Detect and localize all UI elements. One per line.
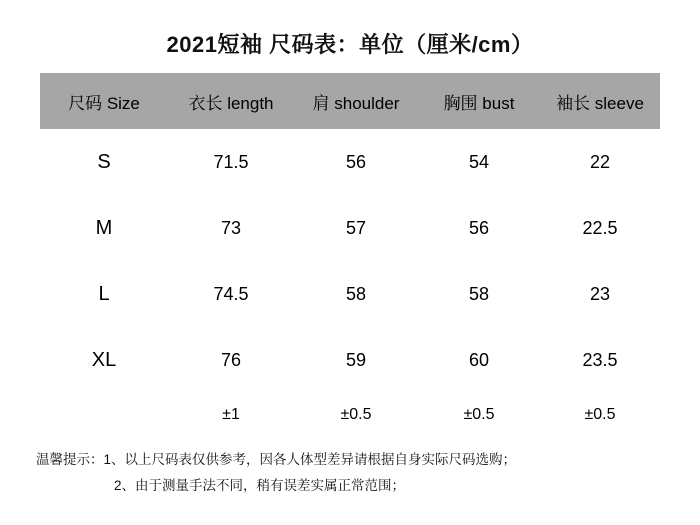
table-row-tolerance: [40, 393, 660, 437]
note-line-2: 2、由于测量手法不同，稍有误差实属正常范围；: [114, 477, 406, 493]
cell-size: [40, 393, 168, 437]
size-table: [40, 73, 660, 437]
cell-shoulder: 56: [294, 129, 418, 195]
cell-length: 73: [168, 195, 294, 261]
cell-sleeve: 23: [540, 261, 660, 327]
column-header-bust: 胸围 bust: [418, 73, 540, 129]
table-row: [40, 129, 660, 195]
column-header-sleeve: 袖长 sleeve: [540, 73, 660, 129]
cell-shoulder: 59: [294, 327, 418, 393]
cell-size: M: [40, 195, 168, 261]
cell-sleeve: 23.5: [540, 327, 660, 393]
cell-sleeve-tolerance: ±0.5: [540, 393, 660, 437]
table-header-row: [40, 73, 660, 129]
cell-sleeve: 22: [540, 129, 660, 195]
cell-length: 71.5: [168, 129, 294, 195]
note-line-1: 温馨提示：1、以上尺码表仅供参考，因各人体型差异请根据自身实际尺码选购；: [36, 452, 517, 467]
table-header: [40, 73, 660, 129]
table-row: [40, 195, 660, 261]
cell-size: XL: [40, 327, 168, 393]
cell-length: 76: [168, 327, 294, 393]
column-header-length: 衣长 length: [168, 73, 294, 129]
cell-shoulder: 57: [294, 195, 418, 261]
cell-bust: 60: [418, 327, 540, 393]
cell-bust-tolerance: ±0.5: [418, 393, 540, 437]
cell-bust: 54: [418, 129, 540, 195]
cell-length-tolerance: ±1: [168, 393, 294, 437]
cell-shoulder-tolerance: ±0.5: [294, 393, 418, 437]
table-row: [40, 261, 660, 327]
cell-bust: 56: [418, 195, 540, 261]
table-row: [40, 327, 660, 393]
cell-sleeve: 22.5: [540, 195, 660, 261]
column-header-shoulder: 肩 shoulder: [294, 73, 418, 129]
cell-length: 74.5: [168, 261, 294, 327]
cell-size: S: [40, 129, 168, 195]
table-body: [40, 129, 660, 437]
column-header-size: 尺码 Size: [40, 73, 168, 129]
cell-size: L: [40, 261, 168, 327]
cell-bust: 58: [418, 261, 540, 327]
page-title: 2021短袖 尺码表：单位（厘米/cm）: [166, 32, 534, 57]
cell-shoulder: 58: [294, 261, 418, 327]
notes-section: [0, 447, 700, 498]
